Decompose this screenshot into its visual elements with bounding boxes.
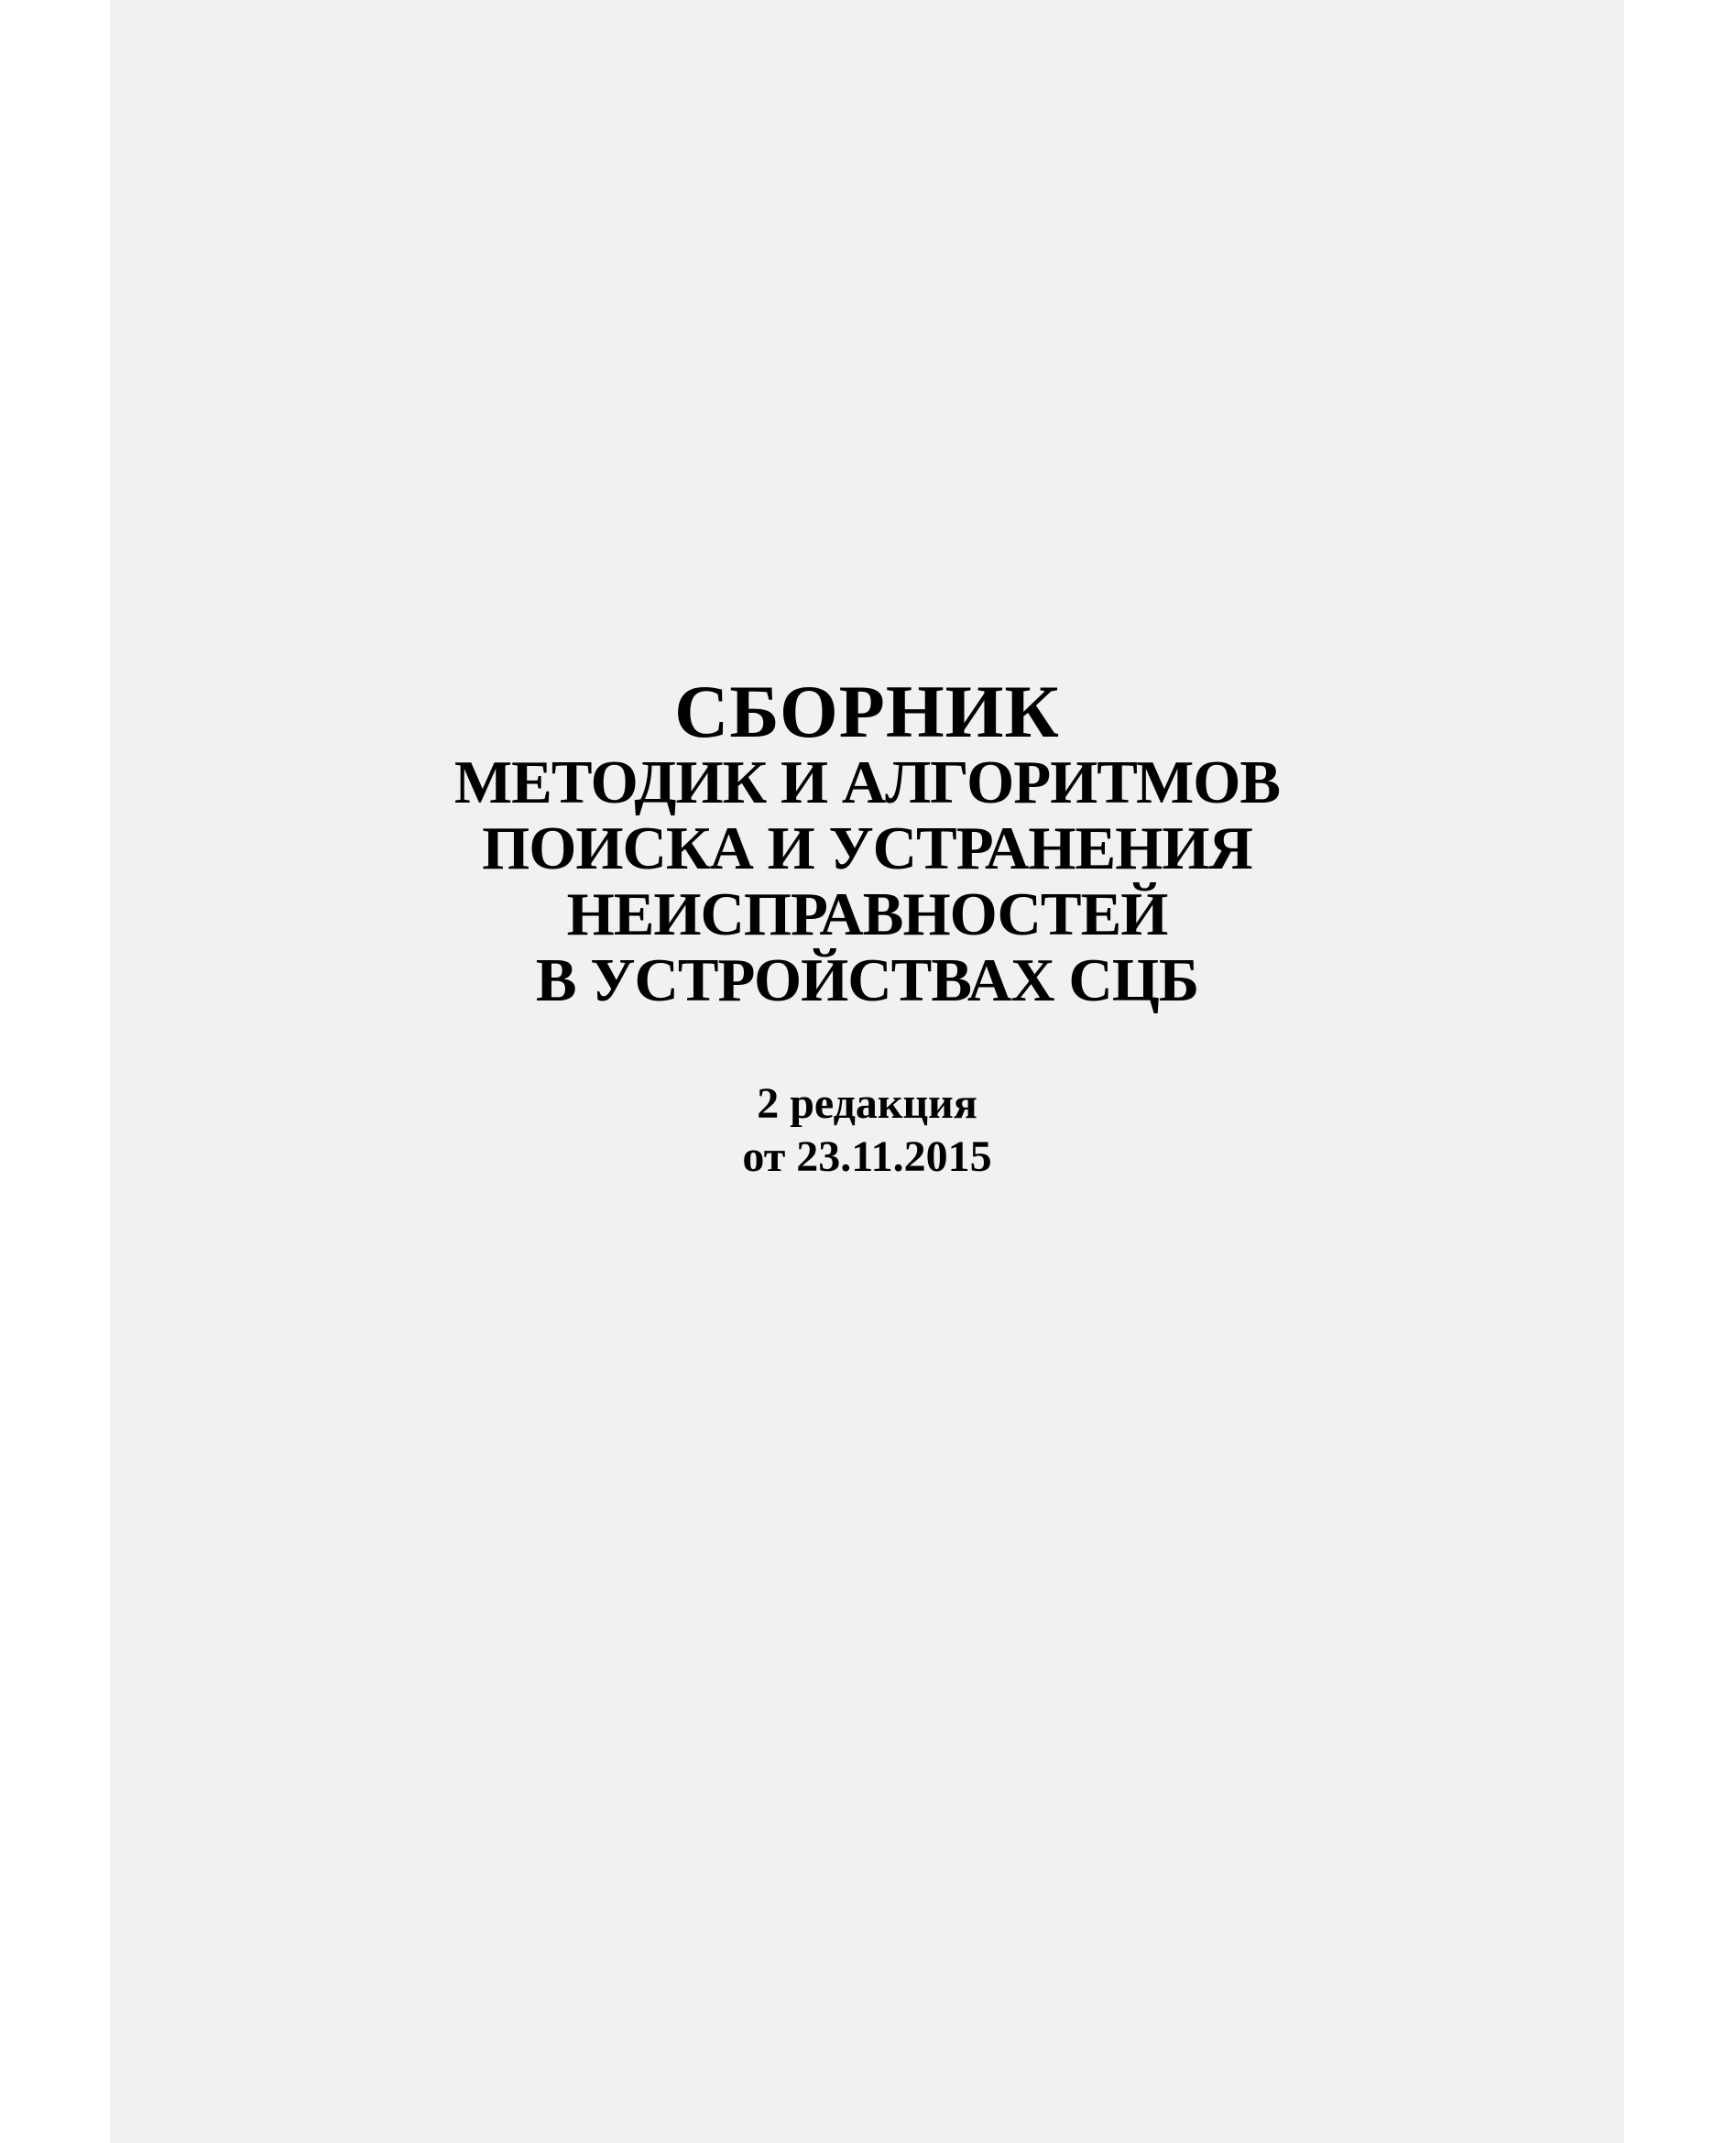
document-main-title: СБОРНИК [674,670,1060,753]
document-title-line-5: В УСТРОЙСТВАХ СЦБ [535,946,1199,1014]
document-title-line-3: ПОИСКА И УСТРАНЕНИЯ [482,815,1252,882]
document-title-line-2: МЕТОДИК И АЛГОРИТМОВ [453,749,1281,816]
document-page [110,0,1624,2143]
edition-date: от 23.11.2015 [742,1132,992,1181]
edition-number: 2 редакция [757,1079,977,1128]
title-block [110,670,1624,1184]
edition-block [110,1077,1624,1184]
document-title-line-4: НЕИСПРАВНОСТЕЙ [566,880,1168,948]
